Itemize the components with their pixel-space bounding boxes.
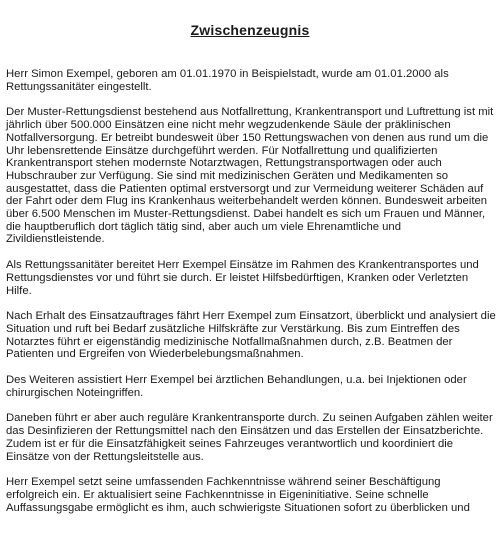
paragraph-emergency-duties: Nach Erhalt des Einsatzauftrages fährt Herr Exempel zum Einsatzort, überblickt und analysiert die Situation und ruft bei Bedarf zusätzliche Hilfskräfte zur Verstärkung. Bis zum Eintreffen des Notarztes führt er eigenständig medizinische Notfallmaßnahmen durch, z.B. Beatmen der Patienten und Ergreifen von Wiederbelebungsmaßnahmen. <box>6 310 496 361</box>
paragraph-assessment: Herr Exempel setzt seine umfassenden Fachkenntnisse während seiner Beschäftigung erfolgreich ein. Er aktualisiert seine Fachkenntnisse in Eigeninitiative. Seine schnelle Auffassungsgabe ermöglicht es ihm, auch schwierigste Situationen sofort zu überblicken und <box>6 476 470 514</box>
paragraph-transport-duties: Daneben führt er aber auch reguläre Krankentransporte durch. Zu seinen Aufgaben zählen weiter das Desinfizieren der Rettungsmittel nach den Einsätzen und das Erstellen der Einsatzberichte. Zudem ist er für die Einsatzfähigkeit seines Fahrzeuges verantwortlich und koordiniert die Einsätze von der Rettungsleitstelle aus. <box>6 412 493 463</box>
paragraph-assistance: Des Weiteren assistiert Herr Exempel bei ärztlichen Behandlungen, u.a. bei Injektionen oder chirurgischen Noteingriffen. <box>6 374 467 399</box>
document-title: Zwischenzeugnis <box>190 22 310 38</box>
paragraph-company-description: Der Muster-Rettungsdienst bestehend aus Notfallrettung, Krankentransport und Luftrettung ist mit jährlich über 500.000 Einsätzen eine nicht mehr wegzudenkende Säule der präklinischen Notfallversorgung. Er betreibt bundesweit über 150 Rettungswachen von denen aus rund um die Uhr lebensrettende Einsätze durchgeführt werden. Für Notfallrettung und qualifizierten Krankentransport stehen modernste Notarztwagen, Rettungstransportwagen oder auch Hubschrauber zur Verfügung. Sie sind mit medizinischen Geräten und Medikamenten so ausgestattet, dass die Patienten optimal erstversorgt und zur Vermeidung weiterer Schäden auf der Fahrt oder dem Flug ins Krankenhaus weiterbehandelt werden können. Bundesweit arbeiten über 6.500 Menschen im Muster-Rettungsdienst. Dabei handelt es sich um Frauen und Männer, die hauptberuflich dort täglich tätig sind, aber auch um viele Ehrenamtliche und Zivildienstleistende. <box>6 106 494 246</box>
paragraph-role-overview: Als Rettungssanitäter bereitet Herr Exempel Einsätze im Rahmen des Krankentransportes und Rettungsdienstes vor und führt sie durch. Er leistet Hilfsbedürftigen, Kranken oder Verletzten Hilfe. <box>6 259 479 297</box>
document-body <box>6 68 496 527</box>
paragraph-employment: Herr Simon Exempel, geboren am 01.01.1970 in Beispielstadt, wurde am 01.01.2000 als Rettungssanitäter eingestellt. <box>6 68 449 93</box>
